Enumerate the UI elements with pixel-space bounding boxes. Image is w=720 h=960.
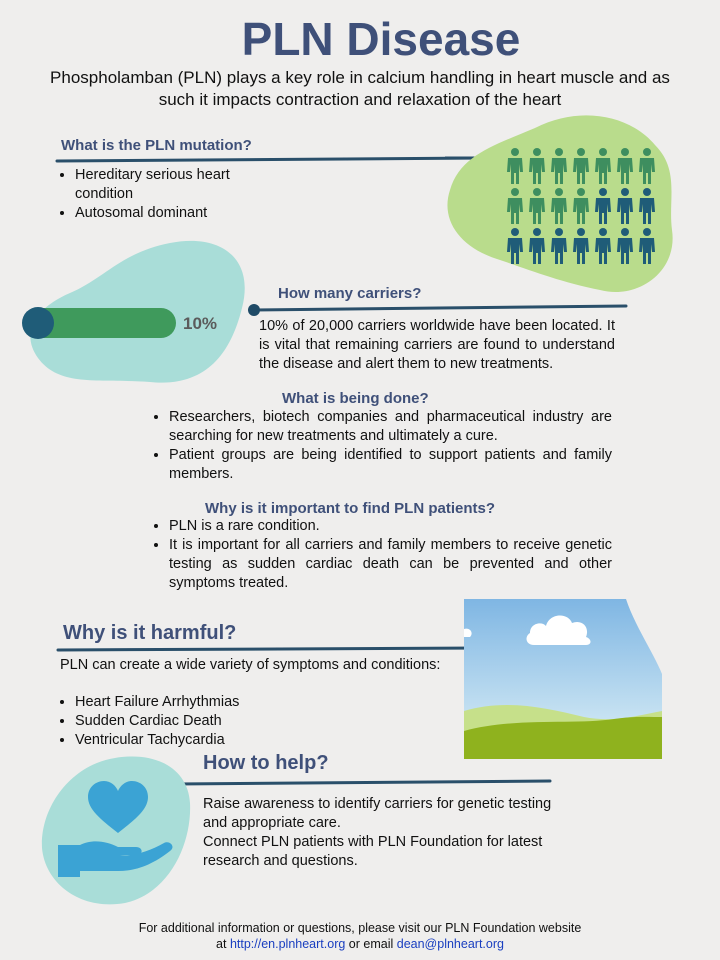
intro-text: Phospholamban (PLN) plays a key role in calcium handling in heart muscle and as such it impacts contraction and relaxation of the heart — [50, 68, 670, 109]
footer-line-2 — [0, 936, 720, 952]
help-text-2: Connect PLN patients with PLN Foundation for latest research and questions. — [203, 834, 543, 869]
harmful-list — [60, 693, 455, 750]
footer-or-email-text: or email — [348, 937, 394, 951]
people-grid-icon — [440, 110, 680, 305]
list-item: • It is important for all carriers and family members to receive genetic testing as sudden cardiac death can be prevented and other symptoms treated. — [169, 536, 612, 593]
list-item: • Patient groups are being identified to support patients and family members. — [169, 446, 612, 484]
mutation-list — [60, 166, 275, 223]
landscape-icon — [464, 599, 664, 759]
progress-percent-label: 10% — [183, 314, 218, 333]
list-item: • PLN is a rare condition. — [169, 517, 612, 536]
list-item: • Heart Failure Arrhythmias — [75, 693, 455, 712]
email-link[interactable]: dean@plnheart.org — [396, 937, 504, 951]
being-done-list — [154, 408, 612, 484]
footer — [0, 920, 720, 952]
help-heading: How to help? — [203, 752, 329, 774]
important-list — [154, 517, 612, 593]
harmful-text: PLN can create a wide variety of symptoms and conditions: — [60, 657, 441, 673]
page-title: PLN Disease — [241, 13, 521, 65]
list-item: • Sudden Cardiac Death — [75, 712, 455, 731]
website-link[interactable]: http://en.plnheart.org — [229, 937, 346, 951]
list-item: • Hereditary serious heart condition — [75, 166, 275, 204]
being-done-heading: What is being done? — [282, 390, 429, 407]
carriers-heading: How many carriers? — [278, 285, 422, 302]
important-heading: Why is it important to find PLN patients? — [205, 500, 495, 517]
footer-at-text: at — [216, 937, 227, 951]
footer-line-1: For additional information or questions, please visit our PLN Foundation website — [138, 921, 582, 935]
mutation-heading: What is the PLN mutation? — [61, 137, 252, 154]
harmful-heading: Why is it harmful? — [63, 622, 237, 644]
list-item: • Researchers, biotech companies and pharmaceutical industry are searching for new treatments and ultimately a cure. — [169, 408, 612, 446]
list-item: • Autosomal dominant — [75, 204, 275, 223]
list-item: • Ventricular Tachycardia — [75, 731, 455, 750]
help-text-1: Raise awareness to identify carriers for genetic testing and appropriate care. — [203, 796, 552, 831]
progress-bar-icon — [20, 238, 250, 388]
heart-hand-icon — [40, 753, 195, 908]
carriers-text: 10% of 20,000 carriers worldwide have been located. It is vital that remaining carriers are found to understand the disease and alert them to new treatments. — [259, 318, 615, 372]
